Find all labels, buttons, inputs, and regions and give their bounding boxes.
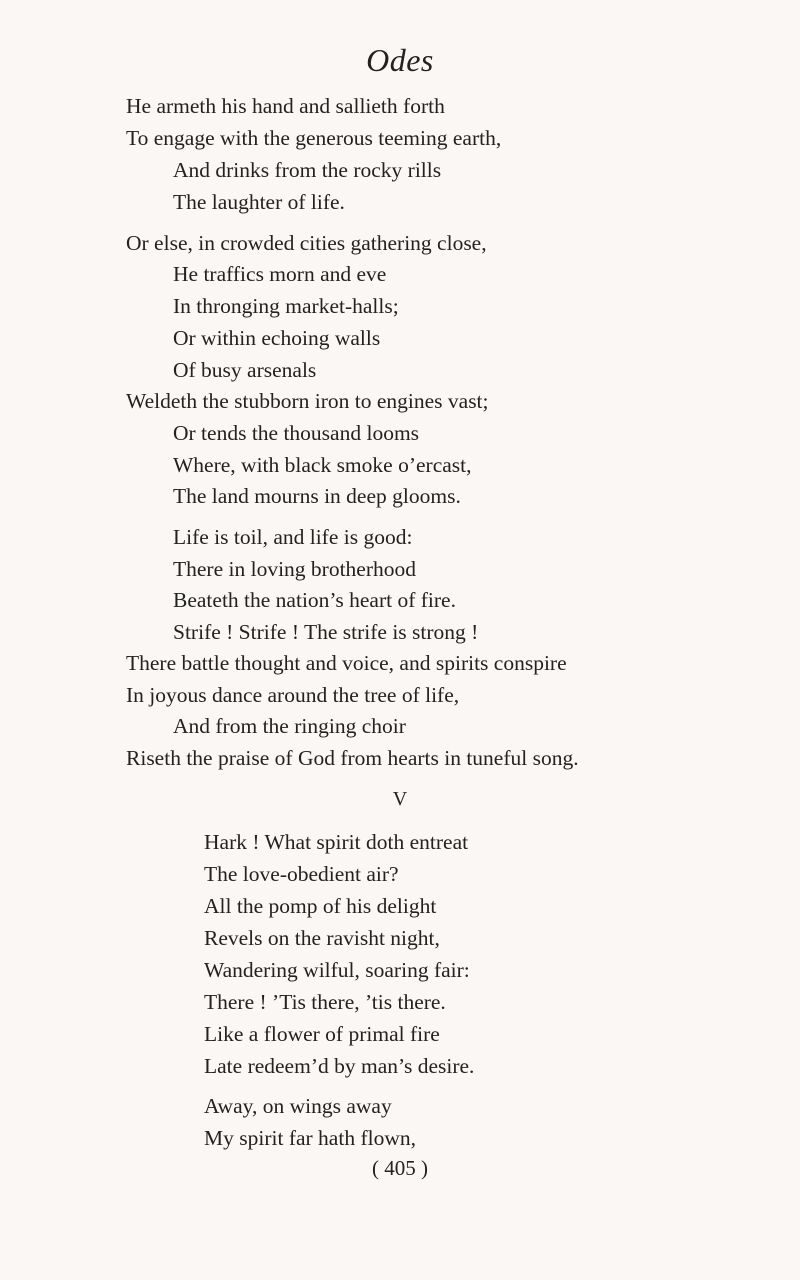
poem-line: He traffics morn and eve (173, 262, 387, 286)
poem-line: Of busy arsenals (173, 358, 317, 382)
poem-line: Or tends the thousand looms (173, 421, 420, 445)
poem-line: Beateth the nation’s heart of fire. (173, 588, 456, 612)
poem-line: There ! ’Tis there, ’tis there. (204, 990, 446, 1014)
poem-line: And from the ringing choir (173, 714, 406, 738)
poem-line: Hark ! What spirit doth entreat (204, 830, 469, 854)
poem-line: The land mourns in deep glooms. (173, 484, 461, 508)
poem-line: Where, with black smoke o’ercast, (173, 453, 472, 477)
poem-line: Away, on wings away (204, 1094, 392, 1118)
poem-line: Weldeth the stubborn iron to engines vast; (126, 389, 489, 413)
poem-line: All the pomp of his delight (204, 894, 437, 918)
poem-line: Life is toil, and life is good: (173, 525, 413, 549)
poem-line: There in loving brotherhood (173, 557, 417, 581)
poem-line: Like a flower of primal fire (204, 1022, 440, 1046)
poem-line: And drinks from the rocky rills (173, 158, 442, 182)
poem-line: In thronging market-halls; (173, 294, 399, 318)
poem-line: In joyous dance around the tree of life, (126, 683, 460, 707)
poem-line: The laughter of life. (173, 190, 345, 214)
page-title: Odes (366, 42, 434, 78)
poem-line: There battle thought and voice, and spirits conspire (126, 651, 567, 675)
poem-line: The love-obedient air? (204, 862, 399, 886)
poem-line: Strife ! Strife ! The strife is strong ! (173, 620, 479, 644)
section-number: V (392, 788, 408, 810)
poem-line: To engage with the generous teeming earth, (126, 126, 502, 150)
poem-line: Riseth the praise of God from hearts in tuneful song. (126, 746, 579, 770)
poem-line: Wandering wilful, soaring fair: (204, 958, 470, 982)
poem-line: He armeth his hand and sallieth forth (126, 94, 445, 118)
poem-line: Late redeem’d by man’s desire. (204, 1054, 475, 1078)
poem-line: Or else, in crowded cities gathering close, (126, 231, 487, 255)
poem-line: Or within echoing walls (173, 326, 381, 350)
poem-line: Revels on the ravisht night, (204, 926, 440, 950)
poem-line: My spirit far hath flown, (204, 1126, 416, 1150)
page-number: ( 405 ) (372, 1156, 428, 1180)
